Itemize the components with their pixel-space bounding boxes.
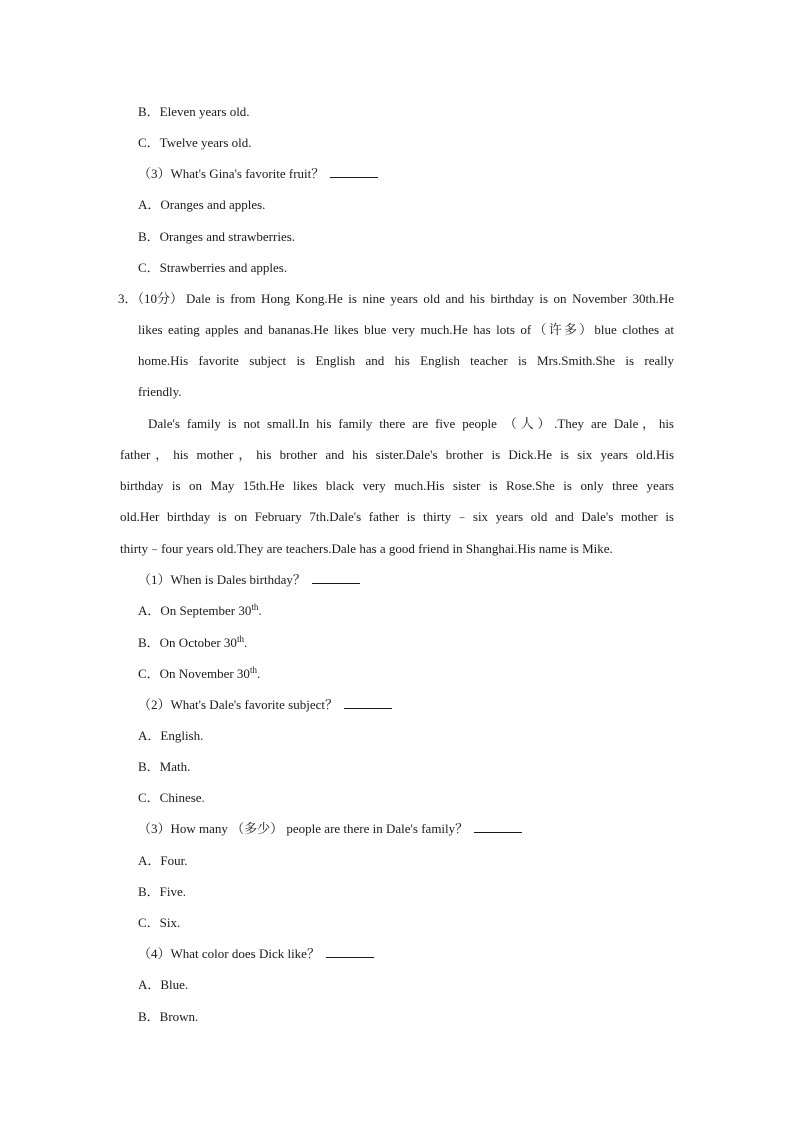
- question-stem: （2）What's Dale's favorite subject？: [138, 697, 392, 713]
- option-c: C．Twelve years old.: [138, 135, 252, 150]
- option-c: C．Strawberries and apples.: [138, 260, 288, 275]
- question-stem: （4）What color does Dick like？: [138, 946, 374, 962]
- option-b: B．Math.: [138, 759, 191, 774]
- passage-line: friendly.: [138, 384, 182, 399]
- question-stem: （1）When is Dales birthday？: [138, 572, 360, 588]
- answer-blank[interactable]: [326, 946, 374, 958]
- question-stem: （3）What's Gina's favorite fruit？: [138, 166, 378, 182]
- option-a: A．Four.: [138, 853, 188, 868]
- question-stem: （3）How many （多少） people are there in Dale's family？: [138, 821, 522, 837]
- passage-line: birthday is on May 15th.He likes black very much.His sister is Rose.She is only three years: [120, 478, 674, 493]
- option-a: A．English.: [138, 728, 204, 743]
- answer-blank[interactable]: [330, 166, 378, 178]
- section-number: 3．（10分）: [118, 291, 184, 306]
- option-b: B．Oranges and strawberries.: [138, 229, 296, 244]
- passage-line: old.Her birthday is on February 7th.Dale's father is thirty﹣six years old and Dale's mother is: [120, 509, 674, 524]
- option-a: A．Oranges and apples.: [138, 197, 266, 212]
- option-c: C．Chinese.: [138, 790, 205, 805]
- passage-line: Dale's family is not small.In his family there are five people （人）.They are Dale，his: [148, 416, 674, 431]
- answer-blank[interactable]: [312, 572, 360, 584]
- answer-blank[interactable]: [344, 697, 392, 709]
- passage-line: father，his mother，his brother and his sister.Dale's brother is Dick.He is six years old.His: [120, 447, 674, 462]
- passage-line: home.His favorite subject is English and his English teacher is Mrs.Smith.She is really: [138, 353, 674, 368]
- passage-line: likes eating apples and bananas.He likes blue very much.He has lots of（许多）blue clothes at: [138, 322, 674, 337]
- passage-line: thirty﹣four years old.They are teachers.Dale has a good friend in Shanghai.His name is Mike.: [120, 541, 613, 556]
- passage-line: Dale is from Hong Kong.He is nine years old and his birthday is on November 30th.He: [186, 291, 674, 306]
- option-b: B．On October 30th.: [138, 634, 248, 650]
- answer-blank[interactable]: [474, 821, 522, 833]
- option-a: A．On September 30th.: [138, 602, 262, 618]
- option-b: B．Eleven years old.: [138, 104, 250, 119]
- option-b: B．Five.: [138, 884, 187, 899]
- option-a: A．Blue.: [138, 977, 189, 992]
- option-c: C．Six.: [138, 915, 181, 930]
- option-b: B．Brown.: [138, 1009, 199, 1024]
- option-c: C．On November 30th.: [138, 665, 261, 681]
